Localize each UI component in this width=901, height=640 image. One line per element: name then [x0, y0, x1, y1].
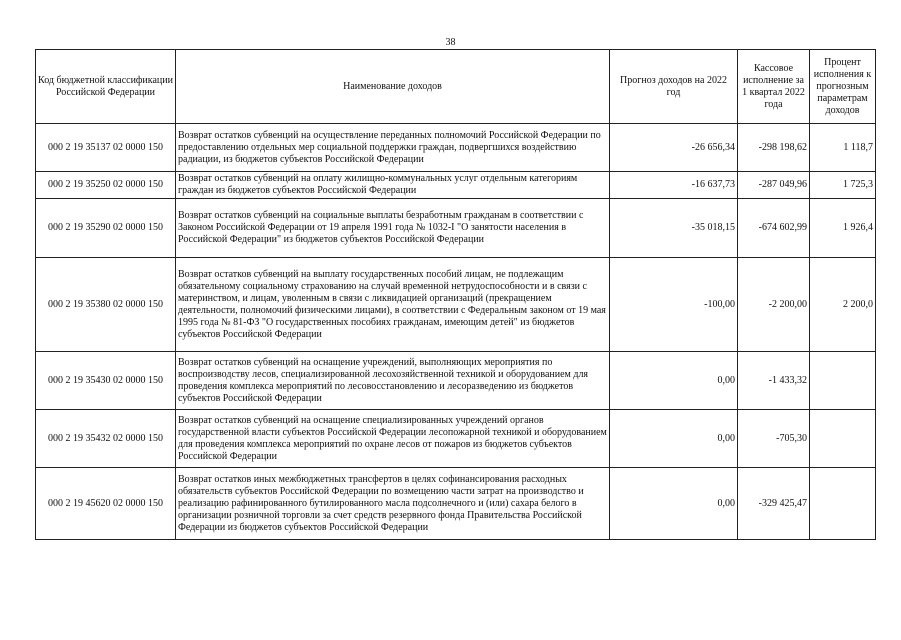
cell-percent: 2 200,0 [810, 258, 876, 352]
cell-cash: -329 425,47 [738, 468, 810, 540]
header-code: Код бюджетной классификации Российской Федерации [36, 50, 176, 124]
table-row [36, 124, 876, 172]
cell-cash: -2 200,00 [738, 258, 810, 352]
cell-cash: -705,30 [738, 410, 810, 468]
cell-percent: 1 926,4 [810, 199, 876, 258]
cell-name: Возврат остатков субвенций на социальные выплаты безработным гражданам в соответствии с Законом Российской Федерации от 19 апреля 1991 года № 1032-I "О занятости населения в Российской Федерации" из бюджетов субъектов Российской Федерации [176, 199, 610, 258]
cell-forecast: 0,00 [610, 410, 738, 468]
cell-code: 000 2 19 35380 02 0000 150 [36, 258, 176, 352]
cell-forecast: 0,00 [610, 468, 738, 540]
cell-code: 000 2 19 35290 02 0000 150 [36, 199, 176, 258]
cell-code: 000 2 19 35250 02 0000 150 [36, 172, 176, 199]
cell-percent: 1 725,3 [810, 172, 876, 199]
cell-cash: -298 198,62 [738, 124, 810, 172]
cell-name: Возврат остатков иных межбюджетных трансфертов в целях софинансирования расходных обязательств субъектов Российской Федерации по возмещению части затрат на производство и реализацию рафинированного бутилированного масла подсолнечного и (или) сахара белого в организации розничной торговли за счет средств резервного фонда Правительства Российской Федерации из бюджетов субъектов Российской Федерации [176, 468, 610, 540]
cell-name: Возврат остатков субвенций на осуществление переданных полномочий Российской Федерации по предоставлению отдельных мер социальной поддержки граждан, подвергшихся воздействию радиации, из бюджетов субъектов Российской Федерации [176, 124, 610, 172]
table-row [36, 172, 876, 199]
revenue-table [35, 49, 876, 540]
table-row [36, 468, 876, 540]
table-row [36, 199, 876, 258]
cell-percent [810, 410, 876, 468]
table-row [36, 410, 876, 468]
page-number: 38 [445, 37, 456, 48]
cell-forecast: -16 637,73 [610, 172, 738, 199]
cell-forecast: -100,00 [610, 258, 738, 352]
cell-code: 000 2 19 35432 02 0000 150 [36, 410, 176, 468]
cell-code: 000 2 19 35430 02 0000 150 [36, 352, 176, 410]
cell-name: Возврат остатков субвенций на оплату жилищно-коммунальных услуг отдельным категориям граждан из бюджетов субъектов Российской Федерации [176, 172, 610, 199]
header-forecast: Прогноз доходов на 2022 год [610, 50, 738, 124]
cell-percent [810, 352, 876, 410]
cell-forecast: -35 018,15 [610, 199, 738, 258]
table-header-row [36, 50, 876, 124]
header-cash: Кассовое исполнение за 1 квартал 2022 года [738, 50, 810, 124]
header-name: Наименование доходов [176, 50, 610, 124]
cell-name: Возврат остатков субвенций на оснащение учреждений, выполняющих мероприятия по воспроизводству лесов, специализированной лесохозяйственной техникой и оборудованием для проведения комплекса мероприятий по лесовосстановлению и лесоразведению из бюджетов субъектов Российской Федерации [176, 352, 610, 410]
table-row [36, 258, 876, 352]
cell-cash: -287 049,96 [738, 172, 810, 199]
header-percent: Процент исполнения к прогнозным параметрам доходов [810, 50, 876, 124]
cell-forecast: -26 656,34 [610, 124, 738, 172]
table-row [36, 352, 876, 410]
cell-forecast: 0,00 [610, 352, 738, 410]
cell-percent: 1 118,7 [810, 124, 876, 172]
cell-name: Возврат остатков субвенций на выплату государственных пособий лицам, не подлежащим обязательному социальному страхованию на случай временной нетрудоспособности и в связи с материнством, и лицам, уволенным в связи с ликвидацией организаций (прекращением деятельности, полномочий физическими лицами), в соответствии с Федеральным законом от 19 мая 1995 года № 81-ФЗ "О государственных пособиях гражданам, имеющим детей" из бюджетов субъектов Российской Федерации [176, 258, 610, 352]
cell-cash: -674 602,99 [738, 199, 810, 258]
cell-code: 000 2 19 35137 02 0000 150 [36, 124, 176, 172]
cell-code: 000 2 19 45620 02 0000 150 [36, 468, 176, 540]
cell-cash: -1 433,32 [738, 352, 810, 410]
cell-name: Возврат остатков субвенций на оснащение специализированных учреждений органов государственной власти субъектов Российской Федерации лесопожарной техникой и оборудованием для проведения комплекса мероприятий по охране лесов от пожаров из бюджетов субъектов Российской Федерации [176, 410, 610, 468]
cell-percent [810, 468, 876, 540]
